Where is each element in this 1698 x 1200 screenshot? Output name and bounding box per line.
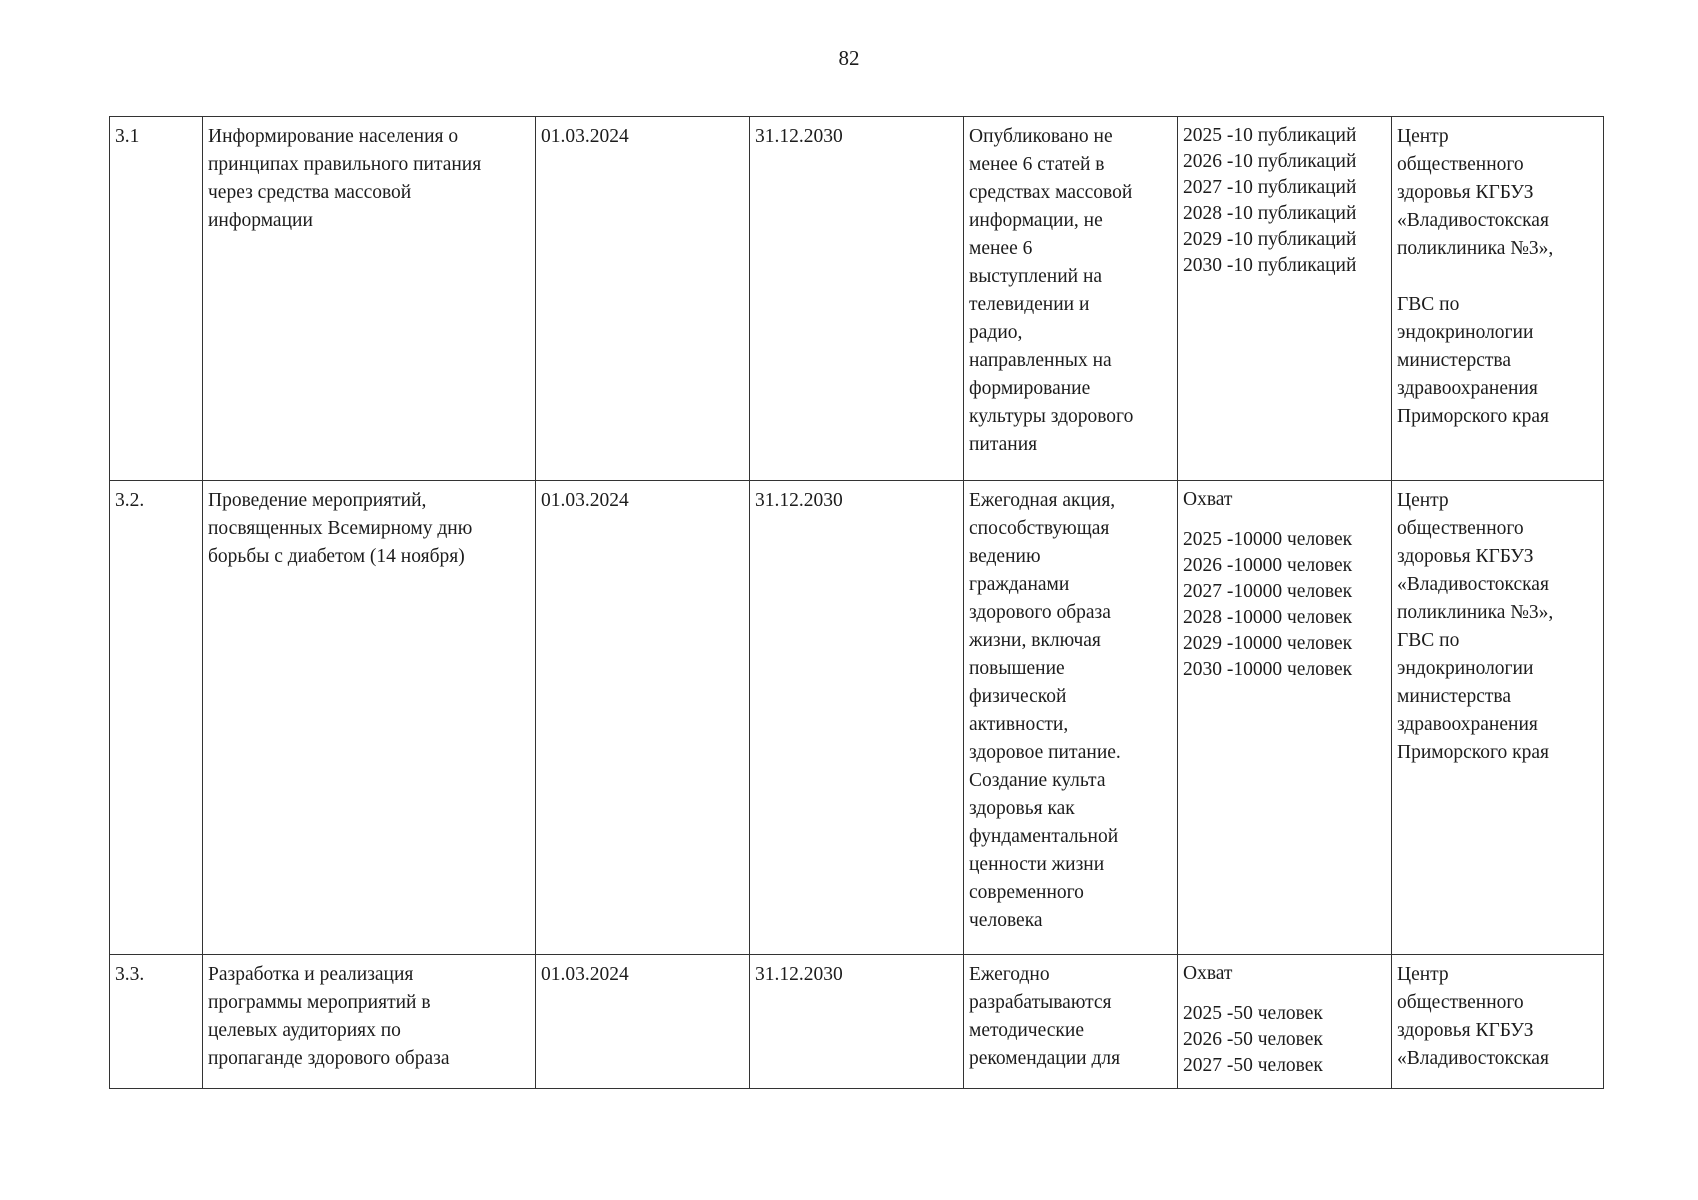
responsible-line: общественного — [1397, 518, 1524, 539]
indicator-line: 2027 -10 публикаций — [1183, 177, 1357, 198]
responsible-line: Приморского края — [1397, 406, 1549, 427]
responsible-line — [1397, 263, 1598, 291]
activity-line: Разработка и реализация — [208, 964, 414, 985]
result-line: питания — [969, 434, 1038, 455]
result-line: рекомендации для — [969, 1048, 1121, 1069]
activity-line: целевых аудиториях по — [208, 1020, 401, 1041]
responsible-line: здоровья КГБУЗ — [1397, 182, 1534, 203]
result-line: менее 6 — [969, 238, 1033, 259]
result-cell — [964, 117, 1178, 481]
responsible-line: здравоохранения — [1397, 714, 1538, 735]
responsible-line: министерства — [1397, 686, 1512, 707]
indicator-line: 2028 -10000 человек — [1183, 607, 1353, 628]
responsible-line: здравоохранения — [1397, 378, 1538, 399]
activity-line: Информирование населения о — [208, 126, 459, 147]
start-date-cell: 01.03.2024 — [536, 481, 750, 955]
activity-cell — [203, 955, 536, 1089]
end-date-cell: 31.12.2030 — [750, 481, 964, 955]
result-line: выступлений на — [969, 266, 1103, 287]
spacer — [1183, 987, 1386, 1001]
result-cell — [964, 481, 1178, 955]
indicator-line: 2026 -10000 человек — [1183, 555, 1353, 576]
indicator-heading: Охват — [1183, 963, 1233, 984]
indicator-cell — [1178, 117, 1392, 481]
result-line: ведению — [969, 546, 1041, 567]
activity-plan-table — [109, 116, 1604, 1089]
table-row — [110, 117, 1604, 481]
responsible-cell — [1392, 955, 1604, 1089]
result-line: повышение — [969, 658, 1065, 679]
indicator-heading: Охват — [1183, 489, 1233, 510]
result-line: формирование — [969, 378, 1091, 399]
indicator-line: 2026 -10 публикаций — [1183, 151, 1357, 172]
indicator-line: 2029 -10000 человек — [1183, 633, 1353, 654]
responsible-line: эндокринологии — [1397, 658, 1534, 679]
result-line: менее 6 статей в — [969, 154, 1105, 175]
activity-cell — [203, 117, 536, 481]
start-date-cell: 01.03.2024 — [536, 117, 750, 481]
result-line: радио, — [969, 322, 1023, 343]
indicator-line: 2029 -10 публикаций — [1183, 229, 1357, 250]
activity-line: принципах правильного питания — [208, 154, 482, 175]
result-line: здоровья как — [969, 798, 1075, 819]
result-line: ценности жизни — [969, 854, 1105, 875]
responsible-line: ГВС по — [1397, 294, 1460, 315]
responsible-cell — [1392, 117, 1604, 481]
responsible-line: общественного — [1397, 154, 1524, 175]
activity-line: через средства массовой — [208, 182, 412, 203]
indicator-line: 2025 -10000 человек — [1183, 529, 1353, 550]
responsible-line: здоровья КГБУЗ — [1397, 546, 1534, 567]
indicator-line: 2030 -10000 человек — [1183, 659, 1353, 680]
activity-cell — [203, 481, 536, 955]
table-row — [110, 955, 1604, 1089]
result-line: информации, не — [969, 210, 1103, 231]
indicator-line: 2028 -10 публикаций — [1183, 203, 1357, 224]
result-line: средствах массовой — [969, 182, 1133, 203]
result-line: активности, — [969, 714, 1069, 735]
responsible-line: поликлиника №3», — [1397, 238, 1554, 259]
activity-line: программы мероприятий в — [208, 992, 431, 1013]
indicator-line: 2027 -50 человек — [1183, 1055, 1323, 1076]
result-line: фундаментальной — [969, 826, 1119, 847]
end-date-cell: 31.12.2030 — [750, 955, 964, 1089]
responsible-line: здоровья КГБУЗ — [1397, 1020, 1534, 1041]
row-number-cell: 3.1 — [110, 117, 203, 481]
result-line: телевидении и — [969, 294, 1090, 315]
activity-line: пропаганде здорового образа — [208, 1048, 450, 1069]
result-line: способствующая — [969, 518, 1110, 539]
result-line: человека — [969, 910, 1043, 931]
result-line: направленных на — [969, 350, 1112, 371]
result-line: Опубликовано не — [969, 126, 1113, 147]
row-number-cell: 3.2. — [110, 481, 203, 955]
result-line: жизни, включая — [969, 630, 1101, 651]
result-cell — [964, 955, 1178, 1089]
indicator-line: 2027 -10000 человек — [1183, 581, 1353, 602]
indicator-cell — [1178, 481, 1392, 955]
result-line: физической — [969, 686, 1067, 707]
result-line: гражданами — [969, 574, 1070, 595]
activity-line: посвященных Всемирному дню — [208, 518, 473, 539]
responsible-line: «Владивостокская — [1397, 574, 1549, 595]
result-line: разрабатываются — [969, 992, 1112, 1013]
activity-line: информации — [208, 210, 313, 231]
result-line: Ежегодно — [969, 964, 1050, 985]
responsible-line: ГВС по — [1397, 630, 1460, 651]
table-row — [110, 481, 1604, 955]
responsible-line: эндокринологии — [1397, 322, 1534, 343]
responsible-cell — [1392, 481, 1604, 955]
end-date-cell: 31.12.2030 — [750, 117, 964, 481]
responsible-line: поликлиника №3», — [1397, 602, 1554, 623]
row-number-cell: 3.3. — [110, 955, 203, 1089]
responsible-line: Приморского края — [1397, 742, 1549, 763]
indicator-line: 2025 -50 человек — [1183, 1003, 1323, 1024]
activity-line: Проведение мероприятий, — [208, 490, 427, 511]
responsible-line: Центр — [1397, 964, 1449, 985]
result-line: Ежегодная акция, — [969, 490, 1116, 511]
responsible-line: общественного — [1397, 992, 1524, 1013]
responsible-line: «Владивостокская — [1397, 210, 1549, 231]
start-date-cell: 01.03.2024 — [536, 955, 750, 1089]
result-line: методические — [969, 1020, 1084, 1041]
indicator-line: 2030 -10 публикаций — [1183, 255, 1357, 276]
result-line: культуры здорового — [969, 406, 1134, 427]
result-line: современного — [969, 882, 1084, 903]
result-line: здорового образа — [969, 602, 1111, 623]
indicator-line: 2025 -10 публикаций — [1183, 125, 1357, 146]
result-line: здоровое питание. — [969, 742, 1121, 763]
responsible-line: Центр — [1397, 490, 1449, 511]
responsible-line: министерства — [1397, 350, 1512, 371]
result-line: Создание культа — [969, 770, 1106, 791]
spacer — [1183, 513, 1386, 527]
page-number: 82 — [838, 46, 860, 70]
responsible-line: «Владивостокская — [1397, 1048, 1549, 1069]
activity-line: борьбы с диабетом (14 ноября) — [208, 546, 465, 567]
indicator-cell — [1178, 955, 1392, 1089]
responsible-line: Центр — [1397, 126, 1449, 147]
indicator-line: 2026 -50 человек — [1183, 1029, 1323, 1050]
